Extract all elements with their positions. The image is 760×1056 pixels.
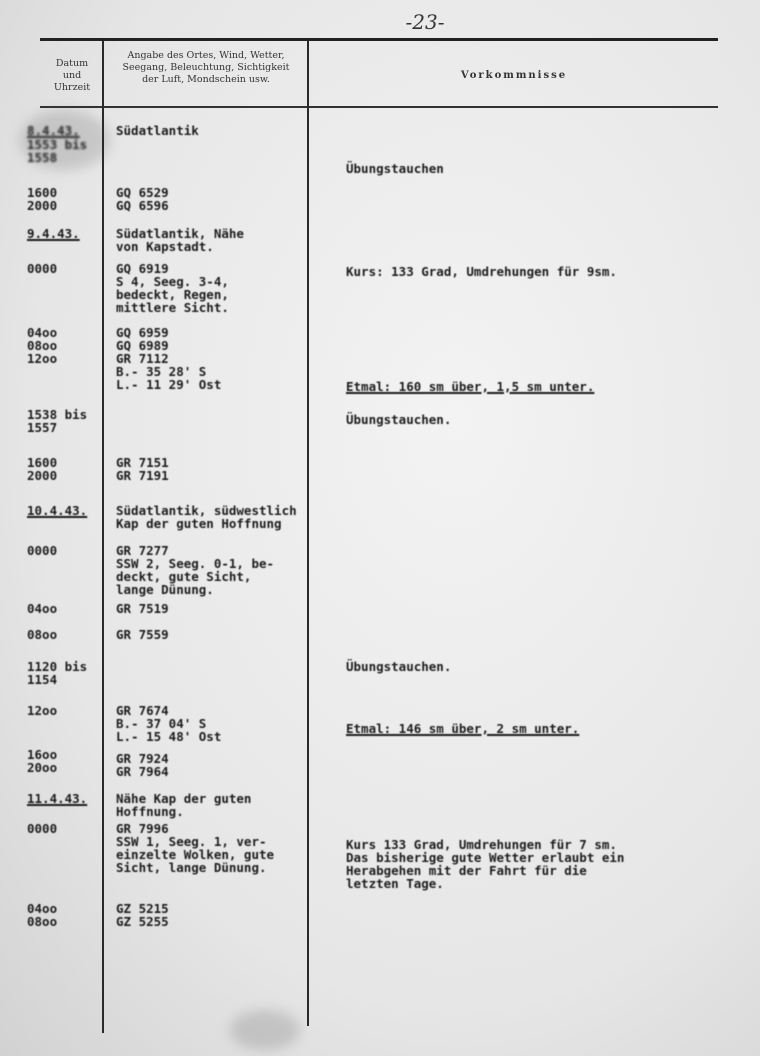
entry-place: Südatlantik, Nähe von Kapstadt. bbox=[116, 226, 244, 254]
page-number: -23- bbox=[405, 10, 445, 34]
entry-date: 11.4.43. bbox=[27, 791, 88, 806]
entry-date: 04oo bbox=[27, 601, 58, 616]
entry-place: GQ 6919 S 4, Seeg. 3-4, bedeckt, Regen, mittlere Sicht. bbox=[116, 261, 229, 315]
entry-date: 8.4.43. bbox=[27, 123, 80, 138]
entry-event: Kurs 133 Grad, Umdrehungen für 7 sm. Das bisherige gute Wetter erlaubt ein Herabgehen mit der Fahrt für die letzten Tage. bbox=[346, 837, 625, 891]
header-events: Vorkommnisse bbox=[460, 70, 568, 81]
entry-place: GQ 6959 GQ 6989 GR 7112 B.- 35 28' S L.- 11 29' Ost bbox=[116, 325, 222, 392]
entry-date: 1120 bis 1154 bbox=[27, 659, 88, 687]
entry-place: GZ 5215 GZ 5255 bbox=[116, 901, 169, 929]
entry-place: Südatlantik bbox=[116, 123, 199, 138]
entry-date: 08oo bbox=[27, 627, 58, 642]
table-top-rule bbox=[40, 38, 718, 41]
entry-date: 9.4.43. bbox=[27, 226, 80, 241]
entry-place: GR 7559 bbox=[116, 627, 169, 642]
entry-event: Etmal: 146 sm über, 2 sm unter. bbox=[346, 721, 580, 736]
entry-place: GR 7996 SSW 1, Seeg. 1, ver- einzelte Wolken, gute Sicht, lange Dünung. bbox=[116, 821, 275, 875]
entry-date: 1538 bis 1557 bbox=[27, 407, 88, 435]
header-date: Datum und Uhrzeit bbox=[53, 58, 91, 93]
entry-event: Übungstauchen. bbox=[346, 412, 452, 427]
entry-place: GR 7924 GR 7964 bbox=[116, 751, 169, 779]
entry-event: Etmal: 160 sm über, 1,5 sm unter. bbox=[346, 379, 595, 394]
entry-date: 0000 bbox=[27, 261, 58, 276]
entry-date: 0000 bbox=[27, 821, 58, 836]
entry-date: 1553 bis 1558 bbox=[27, 137, 88, 165]
entry-date: 04oo 08oo 12oo bbox=[27, 325, 58, 366]
column-divider-date bbox=[102, 41, 104, 1033]
entry-place: Nähe Kap der guten Hoffnung. bbox=[116, 791, 252, 819]
entry-date: 16oo 20oo bbox=[27, 747, 58, 775]
entry-date: 10.4.43. bbox=[27, 503, 88, 518]
header-rule bbox=[40, 106, 718, 108]
header-place-weather: Angabe des Ortes, Wind, Wetter, Seegang, Beleuchtung, Sichtigkeit der Luft, Mondschein usw. bbox=[122, 50, 290, 85]
entry-date: 04oo 08oo bbox=[27, 901, 58, 929]
entry-event: Kurs: 133 Grad, Umdrehungen für 9sm. bbox=[346, 264, 617, 279]
entry-place: GR 7277 SSW 2, Seeg. 0-1, be- deckt, gute Sicht, lange Dünung. bbox=[116, 543, 275, 597]
entry-place: GQ 6529 GQ 6596 bbox=[116, 185, 169, 213]
entry-event: Übungstauchen. bbox=[346, 659, 452, 674]
entry-date: 0000 bbox=[27, 543, 58, 558]
entry-place: Südatlantik, südwestlich Kap der guten Hoffnung bbox=[116, 503, 297, 531]
entry-place: GR 7519 bbox=[116, 601, 169, 616]
entry-date: 12oo bbox=[27, 703, 58, 718]
entry-date: 1600 2000 bbox=[27, 185, 58, 213]
entry-place: GR 7674 B.- 37 04' S L.- 15 48' Ost bbox=[116, 703, 222, 744]
entry-place: GR 7151 GR 7191 bbox=[116, 455, 169, 483]
entry-event: Übungstauchen bbox=[346, 161, 444, 176]
ink-smudge bbox=[230, 1010, 300, 1050]
entry-date: 1600 2000 bbox=[27, 455, 58, 483]
